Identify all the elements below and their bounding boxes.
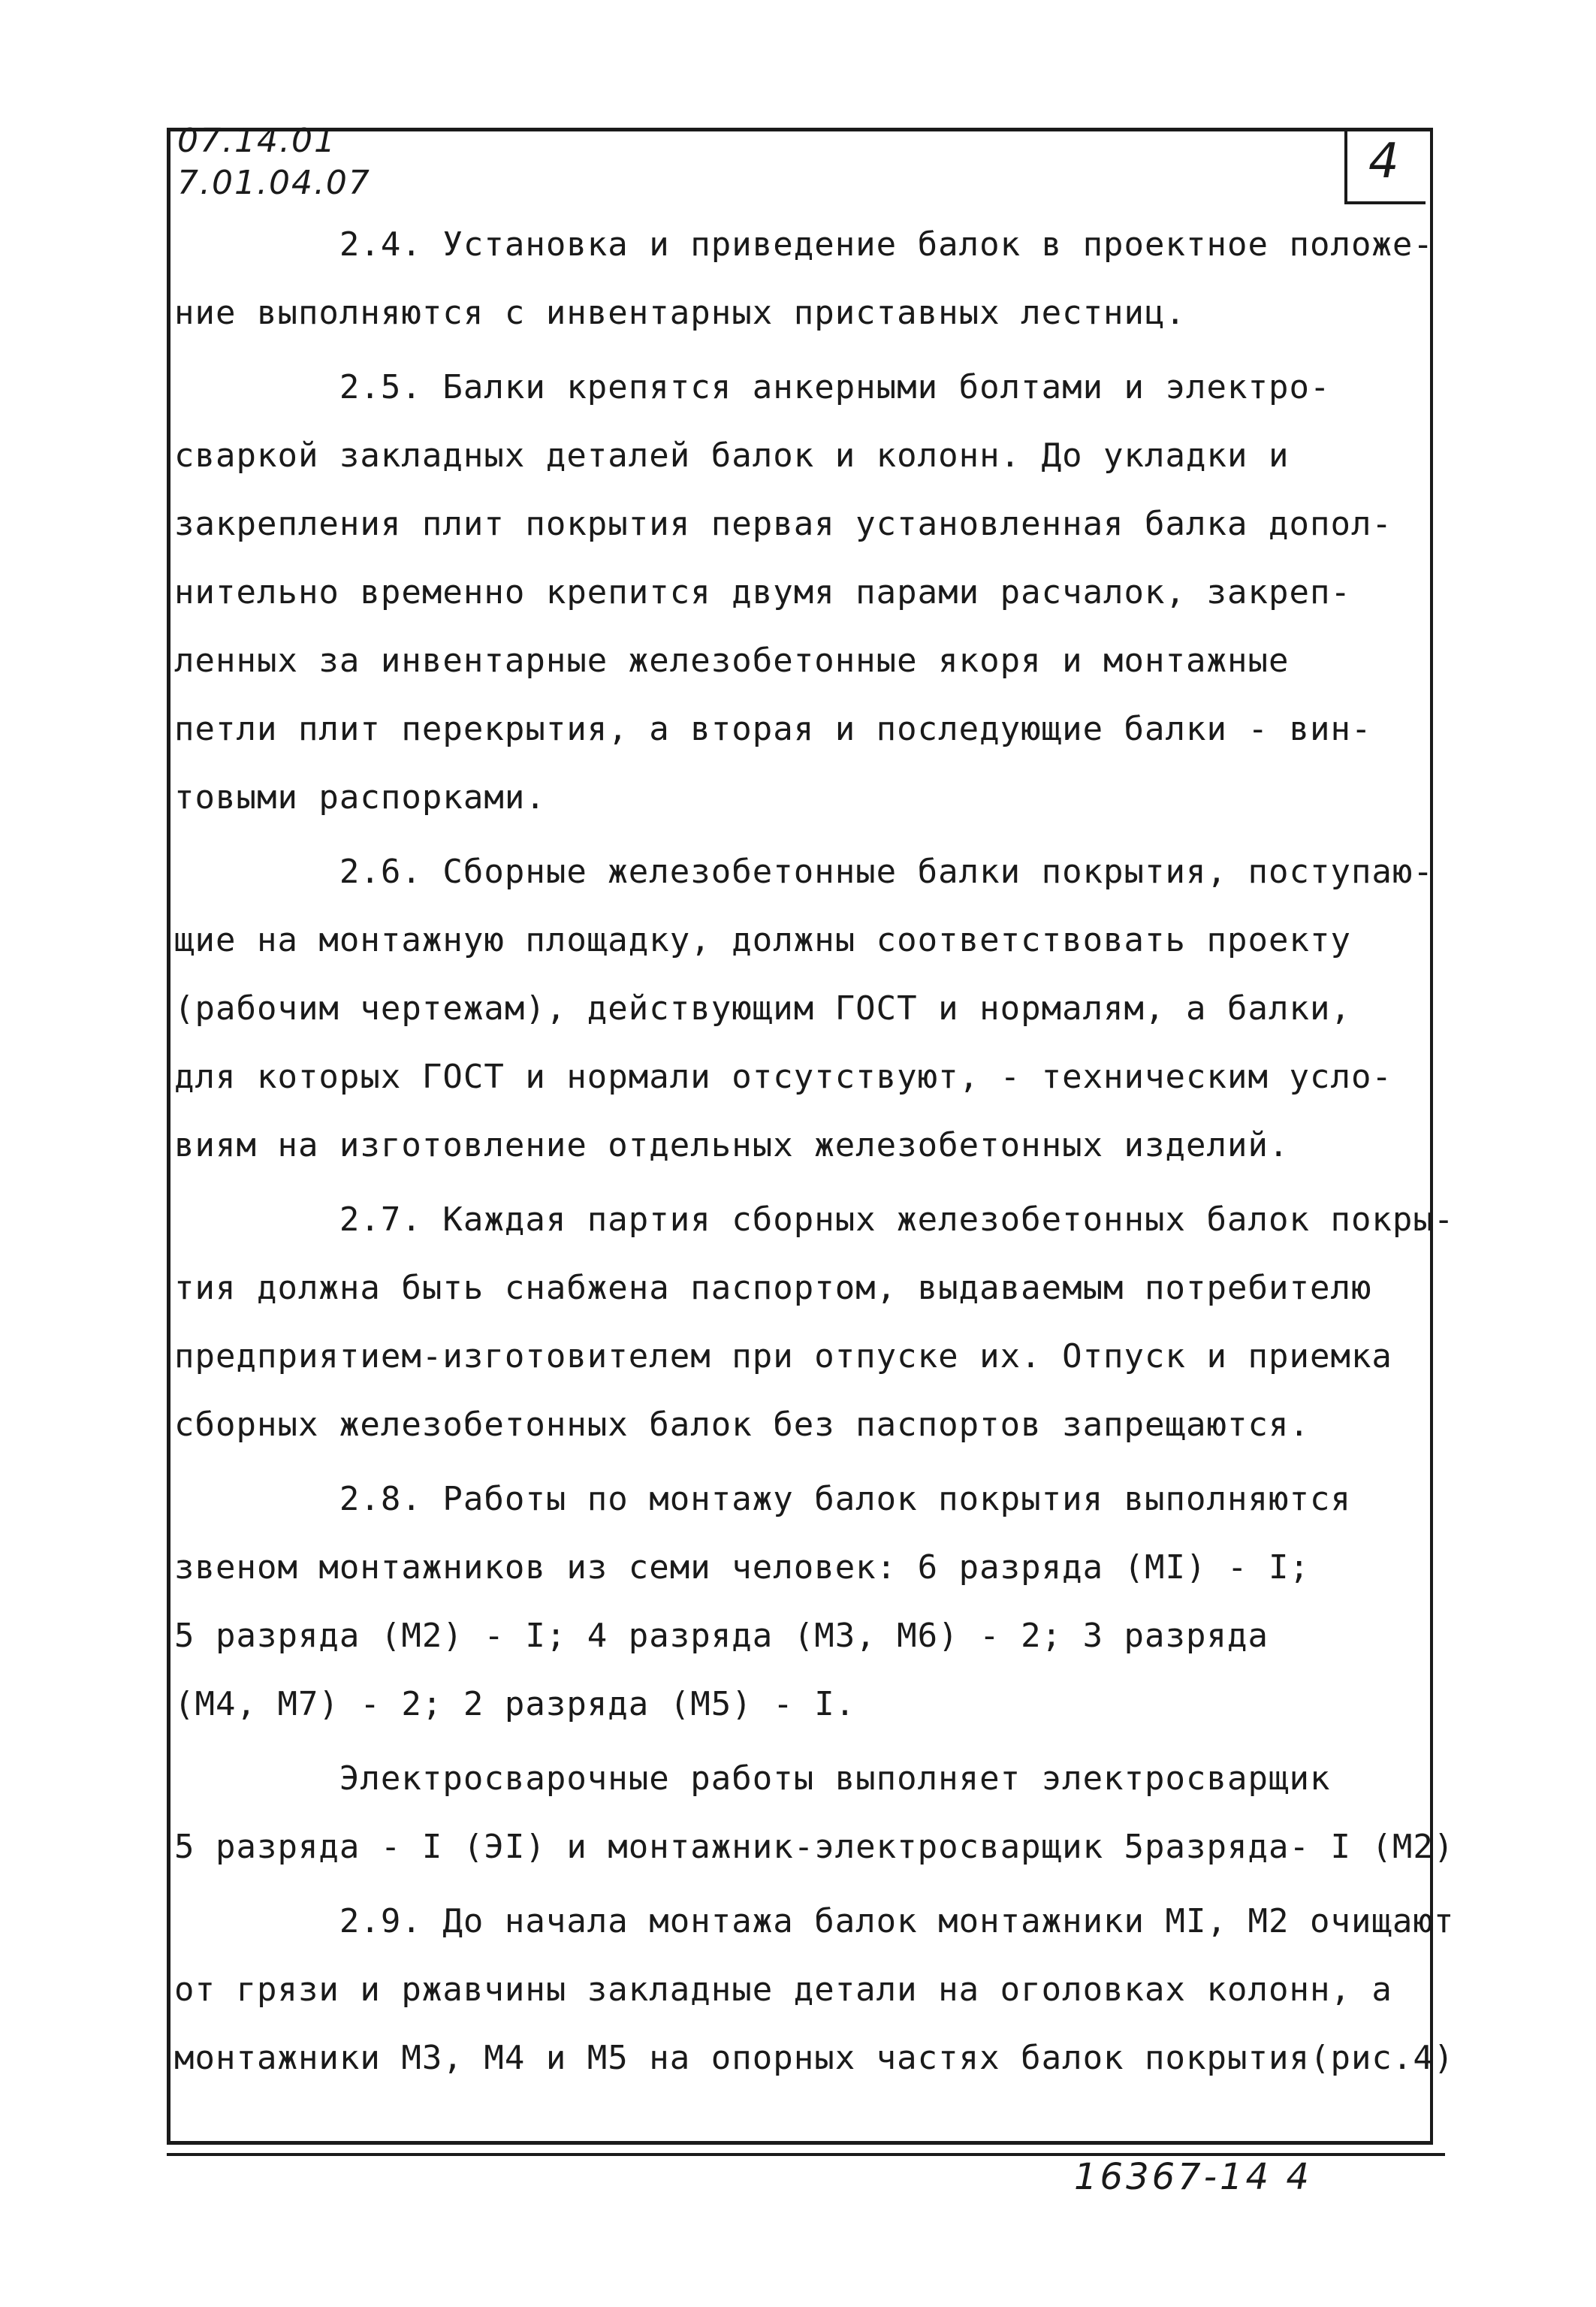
text-line: 5 разряда - I (ЭI) и монтажник-электросварщик 5разряда- I (M2) [174,1828,1455,1866]
text-line: 2.9. До начала монтажа балок монтажники МI, М2 очищают [174,1902,1455,1940]
code-line-2: 7.01.04.07 [177,164,371,202]
text-line: предприятием-изготовителем при отпуске их. Отпуск и приемка [174,1337,1392,1375]
text-line: закрепления плит покрытия первая установленная балка допол- [174,505,1392,543]
text-line: ние выполняются с инвентарных приставных лестниц. [174,294,1187,332]
text-line: (рабочим чертежам), действующим ГОСТ и нормалям, а балки, [174,989,1351,1028]
paragraph [174,1465,1421,1738]
document-body [174,210,1455,2092]
paragraph [174,1185,1455,1459]
page-number: 4 [1368,134,1399,189]
footer-code: 16367-14 4 [1074,2156,1312,2198]
text-line: (М4, М7) - 2; 2 разряда (М5) - I. [174,1685,856,1723]
document-codes [177,120,371,204]
text-line: ленных за инвентарные железобетонные якоря и монтажные [174,642,1290,680]
text-line: петли плит перекрытия, а вторая и последующие балки - вин- [174,710,1372,748]
text-line: 5 разряда (М2) - I; 4 разряда (М3, М6) - 2; 3 разряда [174,1617,1269,1655]
text-line: сборных железобетонных балок без паспортов запрещаются. [174,1406,1310,1444]
text-line: Электросварочные работы выполняет электросварщик [174,1759,1331,1798]
text-line: нительно временно крепится двумя парами расчалок, закреп- [174,573,1351,611]
paragraph [174,1887,1455,2092]
paragraph [174,353,1421,832]
text-line: сваркой закладных деталей балок и колонн. До укладки и [174,436,1290,475]
text-line: тия должна быть снабжена паспортом, выдаваемым потребителю [174,1269,1372,1307]
text-line: звеном монтажников из семи человек: 6 разряда (МI) - I; [174,1548,1310,1587]
text-line: виям на изготовление отдельных железобетонных изделий. [174,1126,1290,1164]
text-line: 2.8. Работы по монтажу балок покрытия выполняются [174,1480,1351,1518]
paragraph [174,838,1434,1179]
text-line: 2.6. Сборные железобетонные балки покрытия, поступаю- [174,853,1434,891]
text-line: 2.7. Каждая партия сборных железобетонных балок покры- [174,1200,1455,1239]
text-line: товыми распорками. [174,778,546,817]
text-line: для которых ГОСТ и нормали отсутствуют, - техническим усло- [174,1058,1392,1096]
paragraph [174,210,1434,347]
text-line: от грязи и ржавчины закладные детали на оголовках колонн, а [174,1970,1392,2009]
text-line: щие на монтажную площадку, должны соответствовать проекту [174,921,1351,959]
text-line: монтажники М3, М4 и М5 на опорных частях балок покрытия(рис.4) [174,2039,1455,2077]
paragraph [174,1744,1455,1881]
code-line-1: 07.14.01 [177,122,336,160]
text-line: 2.5. Балки крепятся анкерными болтами и электро- [174,368,1331,406]
text-line: 2.4. Установка и приведение балок в проектное положе- [174,225,1434,264]
